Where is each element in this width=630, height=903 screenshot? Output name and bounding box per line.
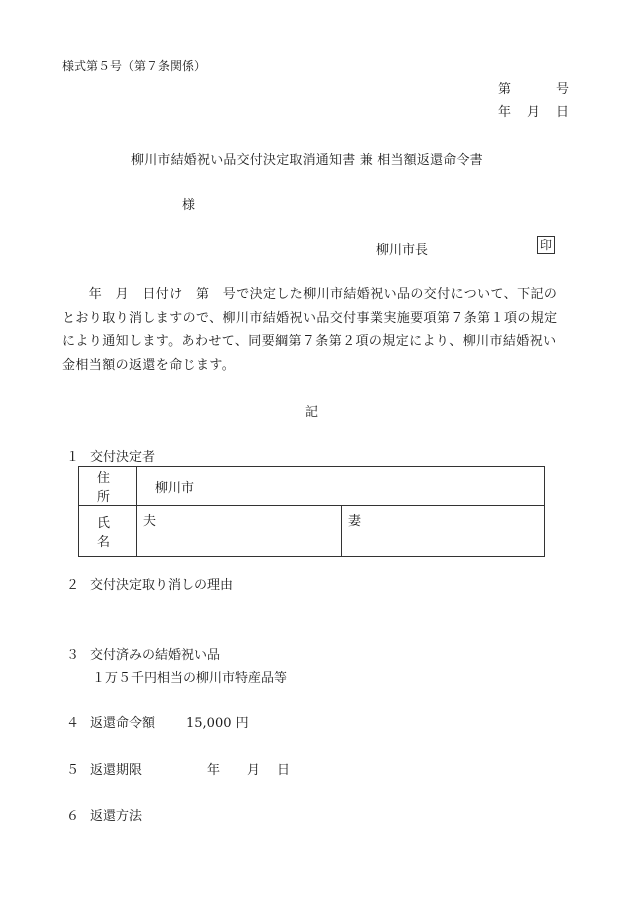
return-amount: 15,000 円 bbox=[186, 716, 249, 731]
wife-name-cell: 妻 bbox=[342, 506, 545, 557]
section-4-heading bbox=[66, 712, 249, 731]
form-number: 様式第５号（第７条関係） bbox=[62, 59, 207, 73]
section-title: 返還方法 bbox=[90, 809, 143, 824]
section-2-heading bbox=[66, 574, 233, 593]
section-number: ２ bbox=[66, 578, 80, 593]
address-label: 住 所 bbox=[79, 467, 137, 506]
number-label-dai: 第 bbox=[498, 82, 512, 97]
returned-gift-detail: １万５千円相当の柳川市特産品等 bbox=[92, 671, 288, 686]
address-value: 柳川市 bbox=[137, 467, 545, 506]
section-1-heading bbox=[66, 446, 155, 465]
name-label: 氏 名 bbox=[79, 506, 137, 557]
seal-mark: 印 bbox=[537, 236, 555, 254]
section-number: ３ bbox=[66, 648, 80, 663]
applicant-table bbox=[78, 466, 545, 557]
deadline-month: 月 bbox=[247, 763, 261, 778]
husband-name-cell: 夫 bbox=[137, 506, 342, 557]
section-number: ６ bbox=[66, 809, 80, 824]
section-number: ５ bbox=[66, 763, 80, 778]
body-line: 金相当額の返還を命じます。 bbox=[62, 357, 236, 373]
deadline-day: 日 bbox=[277, 763, 291, 778]
section-6-heading bbox=[66, 805, 142, 824]
document-title: 柳川市結婚祝い品交付決定取消通知書 兼 相当額返還命令書 bbox=[131, 153, 483, 168]
body-line: により通知します。あわせて、同要綱第７条第２項の規定により、柳川市結婚祝い bbox=[62, 334, 557, 349]
issuer-name: 柳川市長 bbox=[376, 243, 429, 258]
body-line: とおり取り消しますので、柳川市結婚祝い品交付事業実施要項第７条第１項の規定 bbox=[62, 310, 558, 326]
section-title: 返還命令額 bbox=[90, 716, 156, 731]
body-line: 年 月 日付け 第 号で決定した柳川市結婚祝い品の交付について、下記の bbox=[62, 287, 558, 302]
addressee-suffix: 様 bbox=[182, 198, 196, 213]
section-3-heading bbox=[66, 644, 220, 663]
ki-heading: 記 bbox=[305, 405, 319, 420]
deadline-year: 年 bbox=[207, 763, 221, 778]
section-number: ４ bbox=[66, 716, 80, 731]
number-label-go: 号 bbox=[556, 82, 570, 97]
section-number: １ bbox=[66, 450, 80, 465]
date-month-label: 月 bbox=[527, 105, 541, 120]
section-title: 交付済みの結婚祝い品 bbox=[90, 648, 221, 663]
date-year-label: 年 bbox=[498, 105, 512, 120]
notice-body bbox=[62, 283, 582, 377]
section-title: 交付決定取り消しの理由 bbox=[90, 578, 234, 593]
date-day-label: 日 bbox=[556, 105, 570, 120]
section-title: 交付決定者 bbox=[90, 450, 156, 465]
section-title: 返還期限 bbox=[90, 763, 143, 778]
section-5-heading bbox=[66, 759, 290, 778]
